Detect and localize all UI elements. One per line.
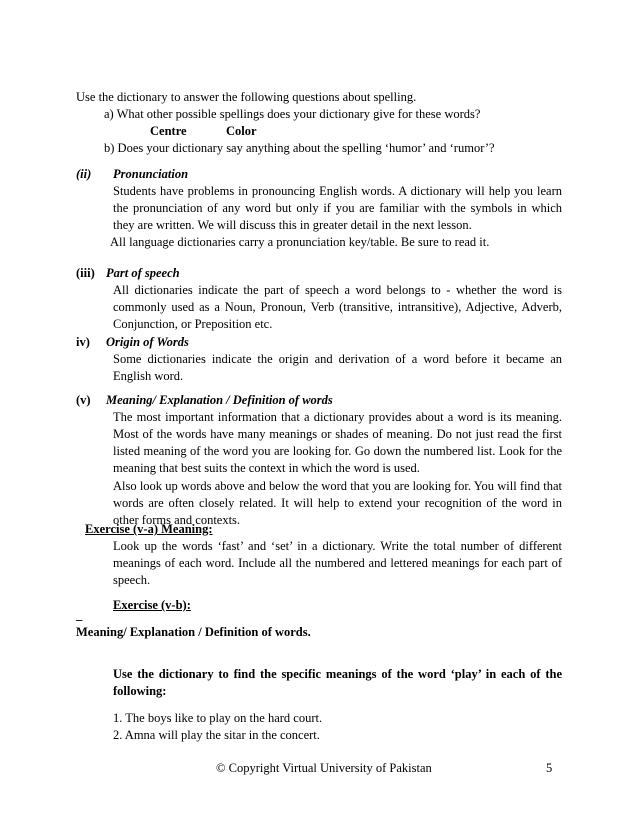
meaning-paragraph-1: The most important information that a dictionary provides about a word is its meaning. Most of the words have many meanings or shades of meaning. Do not just read the first listed meaning of the word you are looking for. Go down the numbered list. Look for the meaning that best suits the context in which the word is used. bbox=[113, 410, 562, 475]
section-heading-pronunciation: Pronunciation bbox=[113, 167, 189, 181]
origin-body: Some dictionaries indicate the origin and derivation of a word before it became an English word. bbox=[113, 352, 562, 383]
exercise-vb-heading: Exercise (v-b): bbox=[113, 598, 191, 612]
exercise-va-heading: Exercise (v-a) Meaning: bbox=[85, 522, 213, 536]
intro-line: Use the dictionary to answer the following questions about spelling. bbox=[76, 90, 417, 104]
copyright-notice: © Copyright Virtual University of Pakistan bbox=[216, 761, 432, 775]
meaning-paragraph-2: Also look up words above and below the word that you are looking for. You will find that words are often closely related. It will help to extend your recognition of the word in other forms and contexts. bbox=[113, 479, 562, 527]
section-heading-meaning: Meaning/ Explanation / Definition of words bbox=[106, 393, 333, 407]
pronunciation-note: All language dictionaries carry a pronunciation key/table. Be sure to read it. bbox=[110, 235, 490, 249]
exercise-vb-instruction: Use the dictionary to find the specific meanings of the word ‘play’ in each of the following: bbox=[113, 667, 562, 698]
section-number-ii: (ii) bbox=[76, 167, 92, 181]
section-number-iv: iv) bbox=[76, 335, 90, 349]
spelling-word-color: Color bbox=[226, 124, 257, 138]
question-b: b) Does your dictionary say anything about the spelling ‘humor’ and ‘rumor’? bbox=[104, 141, 495, 155]
exercise-va-body: Look up the words ‘fast’ and ‘set’ in a dictionary. Write the total number of different meanings of each word. Include all the numbered and lettered meanings for each part of speech. bbox=[113, 539, 562, 587]
list-item: 1. The boys like to play on the hard court. bbox=[113, 711, 323, 725]
spelling-word-centre: Centre bbox=[150, 124, 187, 138]
section-number-iii: (iii) bbox=[76, 266, 95, 280]
section-heading-origin: Origin of Words bbox=[106, 335, 189, 349]
section-heading-part-of-speech: Part of speech bbox=[106, 266, 180, 280]
page-number: 5 bbox=[546, 761, 553, 775]
exercise-vb-subheading: Meaning/ Explanation / Definition of words. bbox=[76, 625, 311, 639]
question-a: a) What other possible spellings does your dictionary give for these words? bbox=[104, 107, 481, 121]
exercise-vb-marker: _ bbox=[76, 608, 83, 622]
part-of-speech-body: All dictionaries indicate the part of speech a word belongs to - whether the word is commonly used as a Noun, Pronoun, Verb (transitive, intransitive), Adjective, Adverb, Conjunction, or Preposition etc. bbox=[113, 283, 562, 331]
section-number-v: (v) bbox=[76, 393, 91, 407]
pronunciation-body: Students have problems in pronouncing English words. A dictionary will help you learn the pronunciation of any word but only if you are familiar with the symbols in which they are written. We will discuss this in greater detail in the next lesson. bbox=[113, 184, 562, 232]
list-item: 2. Amna will play the sitar in the concert. bbox=[113, 728, 320, 742]
